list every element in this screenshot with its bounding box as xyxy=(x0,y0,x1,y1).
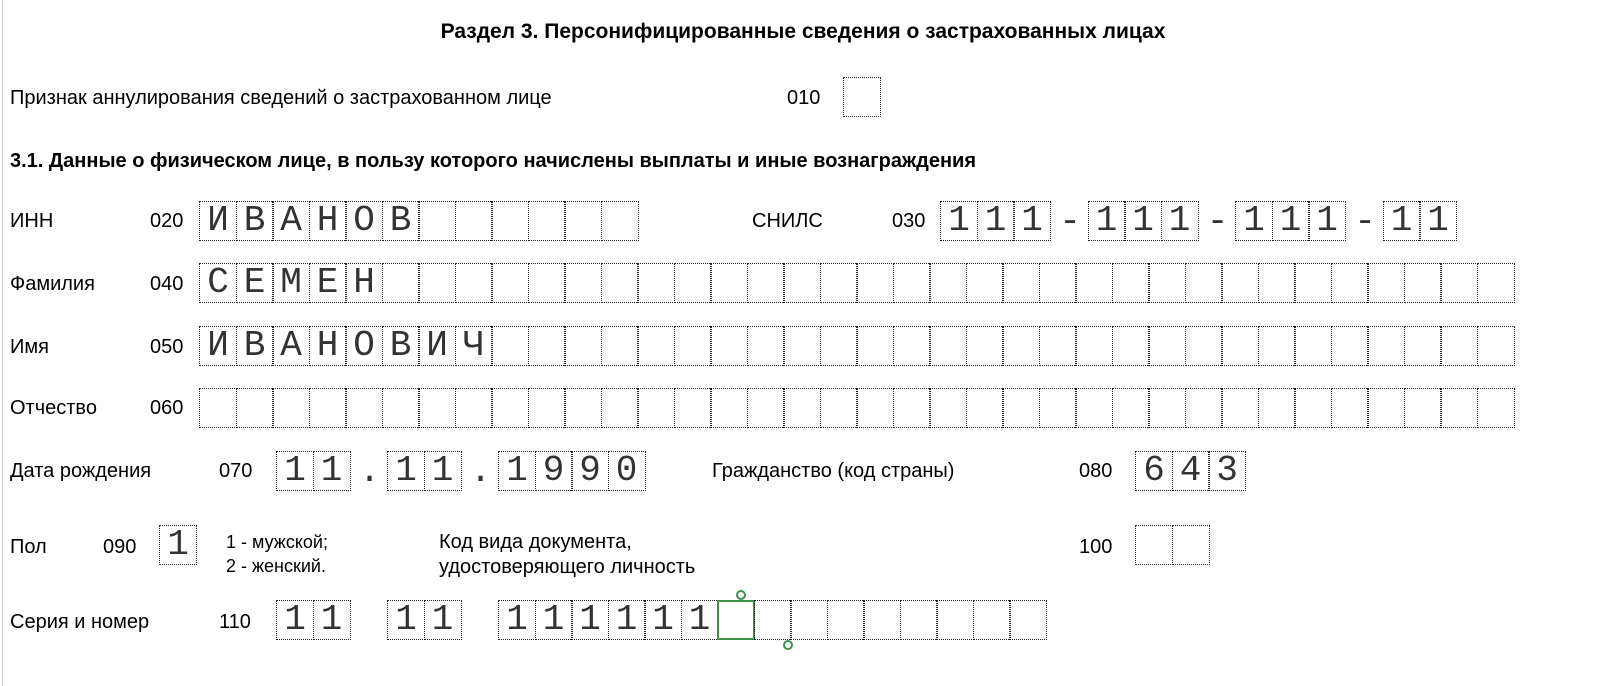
patronymic-code: 060 xyxy=(150,397,184,419)
snils-code: 030 xyxy=(892,210,926,232)
patronymic-cell[interactable] xyxy=(1258,388,1296,428)
surname-cell[interactable] xyxy=(929,263,967,303)
name-cell[interactable] xyxy=(1440,326,1478,366)
surname-cell[interactable] xyxy=(1112,263,1150,303)
name-cell[interactable] xyxy=(747,326,785,366)
patronymic-cell[interactable] xyxy=(1331,388,1369,428)
patronymic-cell[interactable] xyxy=(710,388,748,428)
section-title: Раздел 3. Персонифицированные сведения о застрахованных лицах xyxy=(440,20,1166,43)
patronymic-cell[interactable] xyxy=(382,388,420,428)
snils-cell[interactable]: 1 xyxy=(1308,201,1346,241)
series-number-cell[interactable]: 1 xyxy=(681,600,719,640)
gender-legend-female: 2 - женский. xyxy=(226,556,326,576)
name-cell[interactable] xyxy=(1477,326,1515,366)
surname-cell[interactable] xyxy=(783,263,821,303)
series-number-code: 110 xyxy=(219,611,251,633)
birth-date-cell[interactable]: 1 xyxy=(424,451,462,491)
birth-date-cell[interactable]: 9 xyxy=(571,451,609,491)
snils-field[interactable] xyxy=(940,201,1457,241)
citizenship-cell[interactable]: 3 xyxy=(1208,451,1246,491)
surname-cell[interactable] xyxy=(1404,263,1442,303)
name-field[interactable] xyxy=(199,326,1515,366)
doc-type-label-line2: удостоверяющего личность xyxy=(439,556,696,578)
patronymic-cell[interactable] xyxy=(236,388,274,428)
name-code: 050 xyxy=(150,336,184,358)
patronymic-cell[interactable] xyxy=(309,388,347,428)
surname-cell[interactable] xyxy=(1258,263,1296,303)
patronymic-cell[interactable] xyxy=(1039,388,1077,428)
surname-cell[interactable] xyxy=(1185,263,1223,303)
snils-cell[interactable]: 1 xyxy=(977,201,1015,241)
birth-date-cell[interactable]: 9 xyxy=(535,451,573,491)
surname-cell[interactable] xyxy=(1002,263,1040,303)
patronymic-cell[interactable] xyxy=(455,388,493,428)
name-cell[interactable]: А xyxy=(272,326,310,366)
name-cell[interactable] xyxy=(491,326,529,366)
doc-type-field[interactable] xyxy=(1135,525,1210,565)
surname-cell[interactable] xyxy=(966,263,1004,303)
name-cell[interactable] xyxy=(893,326,931,366)
surname-cell[interactable] xyxy=(710,263,748,303)
inn-cell[interactable]: В xyxy=(236,201,274,241)
inn-cell[interactable]: И xyxy=(199,201,237,241)
series-number-cell[interactable]: 1 xyxy=(276,600,314,640)
series-number-cell[interactable]: 1 xyxy=(387,600,425,640)
snils-cell[interactable]: 1 xyxy=(1419,201,1457,241)
gender-legend-male: 1 - мужской; xyxy=(226,532,328,552)
series-number-cell[interactable]: 1 xyxy=(498,600,536,640)
patronymic-cell[interactable] xyxy=(637,388,675,428)
surname-cell[interactable]: Н xyxy=(345,263,383,303)
inn-cell[interactable]: Н xyxy=(309,201,347,241)
left-border xyxy=(2,0,3,686)
surname-cell[interactable] xyxy=(1294,263,1332,303)
series-number-gap xyxy=(351,600,389,640)
inn-cell[interactable] xyxy=(528,201,566,241)
birth-date-cell[interactable]: 1 xyxy=(498,451,536,491)
name-cell[interactable] xyxy=(929,326,967,366)
name-cell[interactable] xyxy=(966,326,1004,366)
patronymic-cell[interactable] xyxy=(1404,388,1442,428)
patronymic-cell[interactable] xyxy=(1112,388,1150,428)
name-cell[interactable]: Ч xyxy=(455,326,493,366)
citizenship-cell[interactable]: 4 xyxy=(1172,451,1210,491)
gender-cell[interactable]: 1 xyxy=(159,525,197,565)
patronymic-cell[interactable] xyxy=(1002,388,1040,428)
name-cell[interactable] xyxy=(820,326,858,366)
name-cell[interactable] xyxy=(710,326,748,366)
name-cell[interactable]: О xyxy=(345,326,383,366)
inn-label: ИНН xyxy=(10,210,54,232)
cancel-field[interactable] xyxy=(843,77,881,117)
selection-handle-bottom-right[interactable] xyxy=(783,640,793,650)
name-cell[interactable] xyxy=(1331,326,1369,366)
surname-field[interactable] xyxy=(199,263,1515,303)
patronymic-cell[interactable] xyxy=(345,388,383,428)
doc-type-cell[interactable] xyxy=(1172,525,1210,565)
inn-cell[interactable]: О xyxy=(345,201,383,241)
snils-cell[interactable]: 1 xyxy=(1088,201,1126,241)
surname-cell[interactable] xyxy=(1331,263,1369,303)
name-cell[interactable] xyxy=(856,326,894,366)
name-cell[interactable] xyxy=(1148,326,1186,366)
patronymic-cell[interactable] xyxy=(491,388,529,428)
series-number-cell[interactable] xyxy=(1009,600,1047,640)
series-number-cell[interactable]: 1 xyxy=(313,600,351,640)
surname-cell[interactable] xyxy=(382,263,420,303)
snils-cell[interactable]: 1 xyxy=(1161,201,1199,241)
selection-handle-top-left[interactable] xyxy=(736,590,746,600)
series-number-cell[interactable]: 1 xyxy=(608,600,646,640)
surname-cell[interactable] xyxy=(747,263,785,303)
inn-cell[interactable] xyxy=(418,201,456,241)
surname-cell[interactable]: М xyxy=(272,263,310,303)
patronymic-cell[interactable] xyxy=(1440,388,1478,428)
patronymic-cell[interactable] xyxy=(418,388,456,428)
snils-cell[interactable]: 1 xyxy=(1272,201,1310,241)
surname-cell[interactable] xyxy=(1477,263,1515,303)
name-cell[interactable] xyxy=(564,326,602,366)
doc-type-label: Код вида документа, xyxy=(439,531,632,553)
patronymic-cell[interactable] xyxy=(601,388,639,428)
patronymic-field[interactable] xyxy=(199,388,1515,428)
patronymic-cell[interactable] xyxy=(1367,388,1405,428)
series-number-gap xyxy=(462,600,500,640)
patronymic-cell[interactable] xyxy=(966,388,1004,428)
birth-date-label: Дата рождения xyxy=(10,460,152,482)
name-cell[interactable] xyxy=(1112,326,1150,366)
name-cell[interactable] xyxy=(1002,326,1040,366)
surname-cell[interactable] xyxy=(1367,263,1405,303)
birth-date-code: 070 xyxy=(219,460,253,482)
surname-cell[interactable] xyxy=(564,263,602,303)
snils-cell[interactable]: 1 xyxy=(1235,201,1273,241)
surname-cell[interactable] xyxy=(1440,263,1478,303)
birth-date-separator: . xyxy=(469,450,492,492)
name-cell[interactable]: И xyxy=(199,326,237,366)
surname-cell[interactable] xyxy=(528,263,566,303)
surname-cell[interactable] xyxy=(1221,263,1259,303)
doc-type-code: 100 xyxy=(1079,536,1113,558)
surname-cell[interactable]: С xyxy=(199,263,237,303)
birth-date-cell[interactable]: 1 xyxy=(276,451,314,491)
series-number-cell[interactable] xyxy=(754,600,792,640)
birth-date-cell[interactable]: 1 xyxy=(313,451,351,491)
surname-cell[interactable] xyxy=(1039,263,1077,303)
name-cell[interactable]: В xyxy=(382,326,420,366)
name-cell[interactable] xyxy=(1075,326,1113,366)
surname-cell[interactable] xyxy=(1148,263,1186,303)
patronymic-label: Отчество xyxy=(10,397,97,419)
snils-cell[interactable]: 1 xyxy=(1124,201,1162,241)
series-number-label: Серия и номер xyxy=(10,611,150,633)
patronymic-cell[interactable] xyxy=(564,388,602,428)
patronymic-cell[interactable] xyxy=(747,388,785,428)
surname-cell[interactable] xyxy=(893,263,931,303)
series-number-cell[interactable]: 1 xyxy=(535,600,573,640)
patronymic-cell[interactable] xyxy=(528,388,566,428)
surname-cell[interactable] xyxy=(674,263,712,303)
birth-date-field[interactable] xyxy=(276,451,646,491)
surname-code: 040 xyxy=(150,273,184,295)
series-number-cell[interactable]: 1 xyxy=(571,600,609,640)
name-cell[interactable] xyxy=(528,326,566,366)
snils-cell[interactable]: 1 xyxy=(1013,201,1051,241)
snils-label: СНИЛС xyxy=(752,210,823,232)
name-cell[interactable]: В xyxy=(236,326,274,366)
surname-cell[interactable] xyxy=(637,263,675,303)
citizenship-field[interactable] xyxy=(1135,451,1246,491)
series-number-cell[interactable] xyxy=(790,600,828,640)
inn-cell[interactable]: А xyxy=(272,201,310,241)
series-number-cell[interactable]: 1 xyxy=(644,600,682,640)
patronymic-cell[interactable] xyxy=(1075,388,1113,428)
inn-cell[interactable] xyxy=(491,201,529,241)
name-cell[interactable] xyxy=(1404,326,1442,366)
name-cell[interactable] xyxy=(1367,326,1405,366)
series-number-cell[interactable] xyxy=(936,600,974,640)
patronymic-cell[interactable] xyxy=(929,388,967,428)
inn-cell[interactable] xyxy=(455,201,493,241)
birth-date-separator: . xyxy=(358,450,381,492)
patronymic-cell[interactable] xyxy=(893,388,931,428)
birth-date-cell[interactable]: 0 xyxy=(608,451,646,491)
citizenship-cell[interactable]: 6 xyxy=(1135,451,1173,491)
name-cell[interactable] xyxy=(1221,326,1259,366)
snils-cell[interactable]: 1 xyxy=(1383,201,1421,241)
snils-separator: - xyxy=(1206,200,1229,242)
surname-cell[interactable] xyxy=(418,263,456,303)
birth-date-cell[interactable]: 1 xyxy=(387,451,425,491)
series-number-cell[interactable] xyxy=(827,600,865,640)
gender-field[interactable] xyxy=(159,525,197,565)
snils-separator: - xyxy=(1354,200,1376,242)
name-cell[interactable] xyxy=(1294,326,1332,366)
doc-type-label-cut xyxy=(439,556,696,578)
patronymic-cell[interactable] xyxy=(820,388,858,428)
patronymic-cell[interactable] xyxy=(1294,388,1332,428)
series-number-cell[interactable] xyxy=(863,600,901,640)
cancel-cell[interactable] xyxy=(843,77,881,117)
series-number-field[interactable] xyxy=(276,600,1047,640)
name-label: Имя xyxy=(10,336,49,358)
gender-code: 090 xyxy=(103,536,137,558)
series-number-cell[interactable] xyxy=(973,600,1011,640)
surname-cell[interactable] xyxy=(491,263,529,303)
patronymic-cell[interactable] xyxy=(272,388,310,428)
patronymic-cell[interactable] xyxy=(856,388,894,428)
series-number-cell[interactable]: 1 xyxy=(424,600,462,640)
surname-cell[interactable]: Е xyxy=(309,263,347,303)
patronymic-cell[interactable] xyxy=(1185,388,1223,428)
snils-cell[interactable]: 1 xyxy=(940,201,978,241)
name-cell[interactable] xyxy=(674,326,712,366)
name-cell[interactable] xyxy=(637,326,675,366)
gender-label: Пол xyxy=(10,536,47,558)
surname-cell[interactable] xyxy=(455,263,493,303)
surname-label: Фамилия xyxy=(10,273,95,295)
subsection-title: 3.1. Данные о физическом лице, в пользу которого начислены выплаты и иные вознаграждения xyxy=(10,150,977,172)
citizenship-code: 080 xyxy=(1079,460,1113,482)
gender-legend xyxy=(226,530,328,578)
patronymic-cell[interactable] xyxy=(674,388,712,428)
inn-cell[interactable] xyxy=(601,201,639,241)
name-cell[interactable] xyxy=(601,326,639,366)
series-number-cell-selected[interactable] xyxy=(717,600,755,640)
doc-type-cell[interactable] xyxy=(1135,525,1173,565)
surname-cell[interactable] xyxy=(1075,263,1113,303)
patronymic-cell[interactable] xyxy=(1148,388,1186,428)
name-cell[interactable] xyxy=(1185,326,1223,366)
patronymic-cell[interactable] xyxy=(783,388,821,428)
inn-field[interactable] xyxy=(199,201,639,241)
name-cell[interactable] xyxy=(783,326,821,366)
cancel-label: Признак аннулирования сведений о застрахованном лице xyxy=(10,87,552,109)
name-cell[interactable] xyxy=(1039,326,1077,366)
cancel-code: 010 xyxy=(787,87,821,109)
inn-code: 020 xyxy=(150,210,184,232)
surname-cell[interactable] xyxy=(856,263,894,303)
snils-separator: - xyxy=(1059,200,1081,242)
patronymic-cell[interactable] xyxy=(1221,388,1259,428)
inn-cell[interactable] xyxy=(564,201,602,241)
patronymic-cell[interactable] xyxy=(1477,388,1515,428)
patronymic-cell[interactable] xyxy=(199,388,237,428)
surname-cell[interactable] xyxy=(820,263,858,303)
series-number-cell[interactable] xyxy=(900,600,938,640)
name-cell[interactable]: Н xyxy=(309,326,347,366)
name-cell[interactable]: И xyxy=(418,326,456,366)
inn-cell[interactable]: В xyxy=(382,201,420,241)
surname-cell[interactable]: Е xyxy=(236,263,274,303)
name-cell[interactable] xyxy=(1258,326,1296,366)
citizenship-label: Гражданство (код страны) xyxy=(712,460,955,482)
surname-cell[interactable] xyxy=(601,263,639,303)
